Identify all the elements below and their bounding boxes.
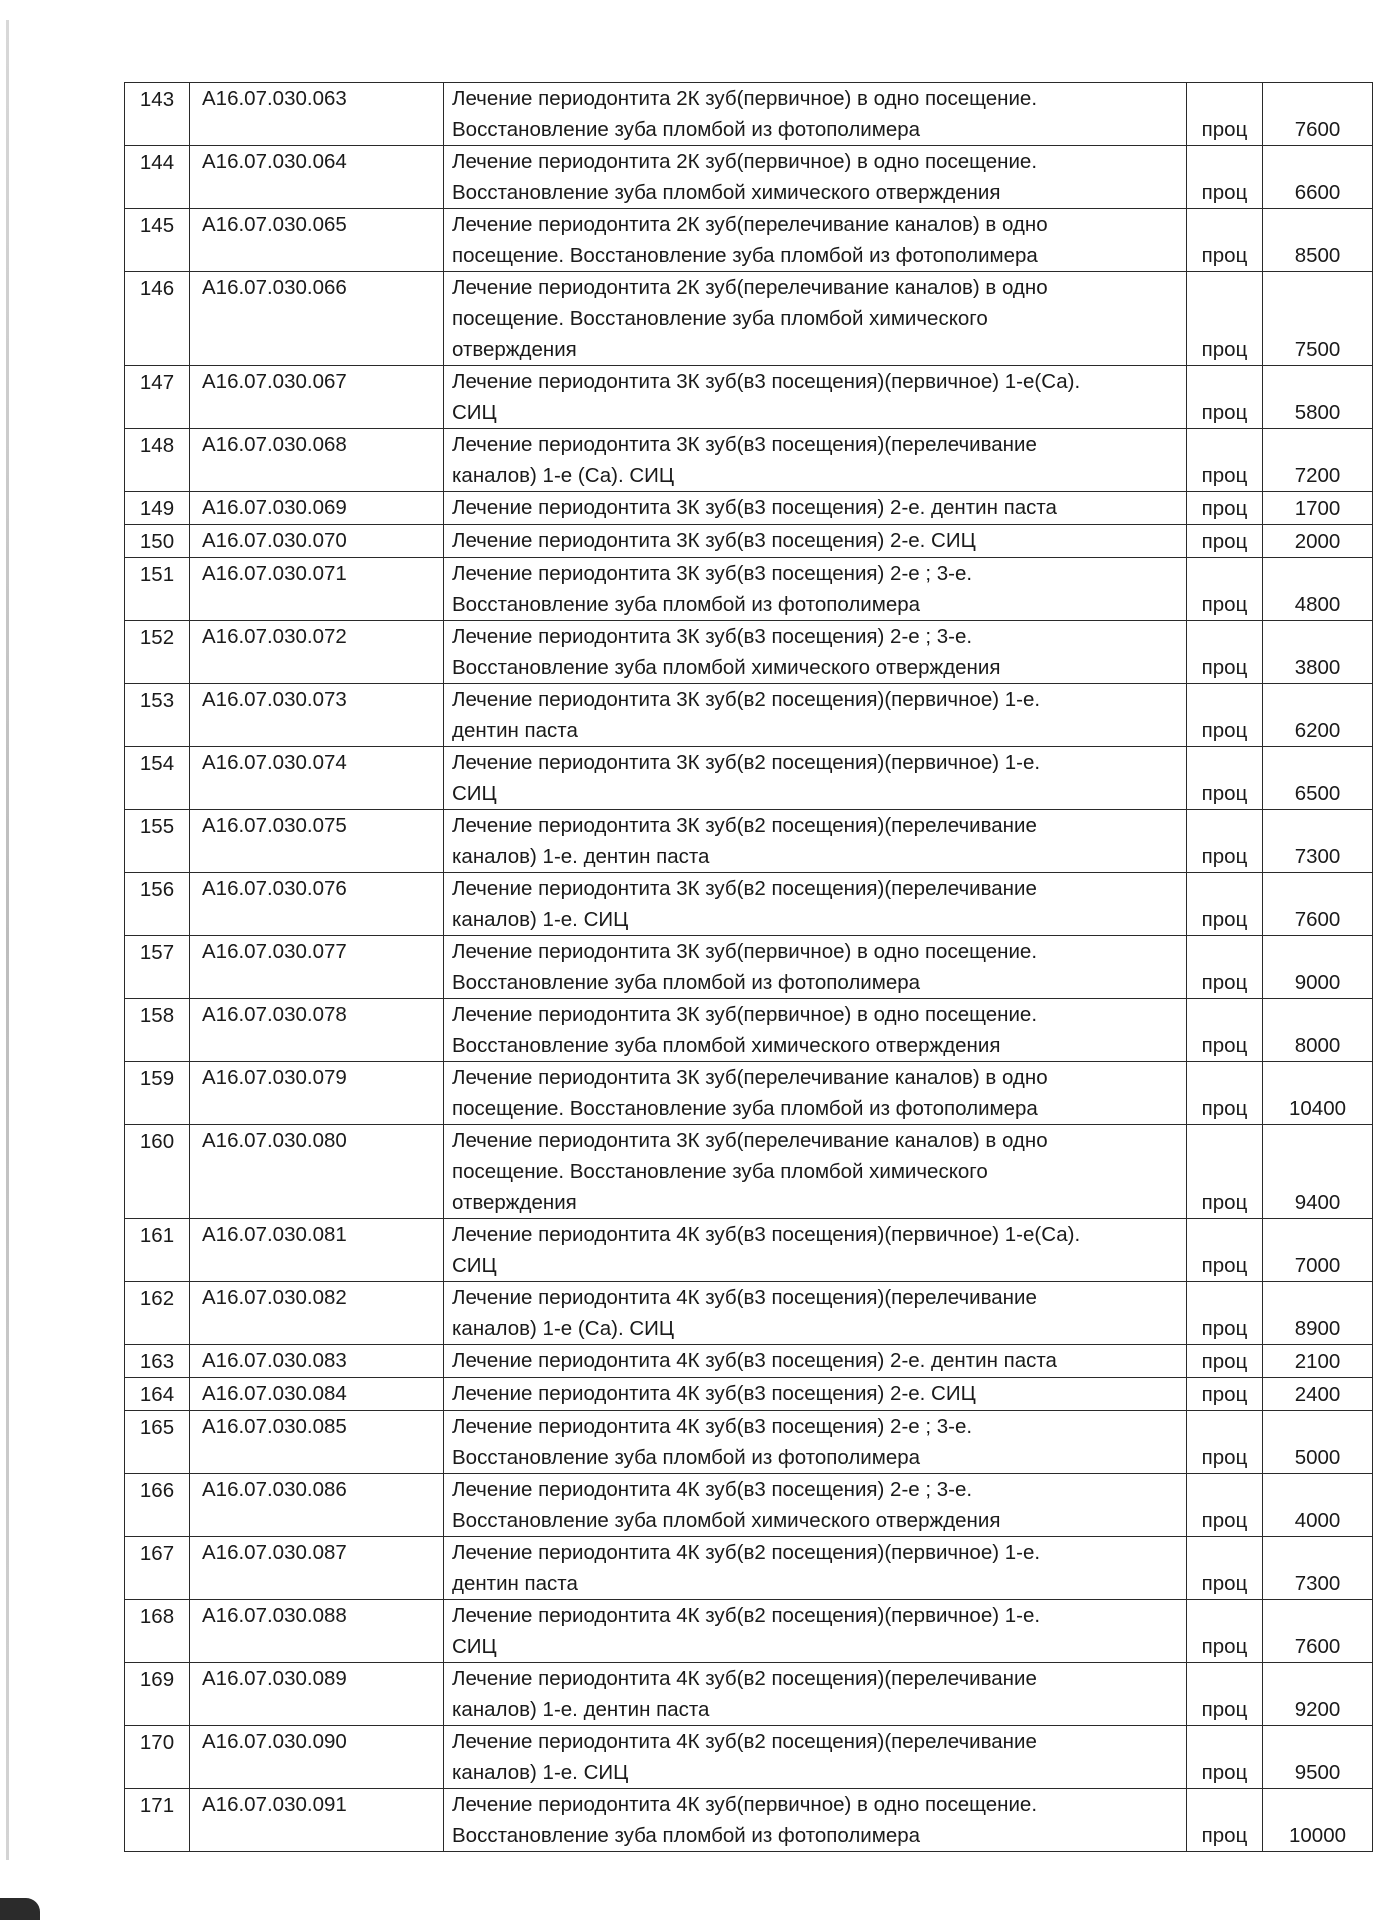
table-row: [125, 1125, 1373, 1219]
table-row: [125, 1345, 1373, 1378]
row-number: 154: [125, 747, 190, 810]
price: 6600: [1263, 146, 1373, 209]
row-number: 165: [125, 1411, 190, 1474]
price: 5000: [1263, 1411, 1373, 1474]
description-line: каналов) 1-е (Са). СИЦ: [452, 1317, 675, 1340]
row-number: 148: [125, 429, 190, 492]
description-line: Лечение периодонтита 4К зуб(в3 посещения) 2-е. дентин паста: [452, 1349, 1057, 1372]
description-line: Лечение периодонтита 4К зуб(в2 посещения)(первичное) 1-е.: [452, 1604, 1041, 1627]
row-number: 171: [125, 1789, 190, 1852]
description-line: посещение. Восстановление зуба пломбой из фотополимера: [452, 1097, 1038, 1120]
table-row: [125, 873, 1373, 936]
description-line: Лечение периодонтита 4К зуб(в3 посещения) 2-е. СИЦ: [452, 1382, 976, 1405]
row-number: 167: [125, 1537, 190, 1600]
table-row: [125, 684, 1373, 747]
description-line: каналов) 1-е. СИЦ: [452, 1761, 629, 1784]
unit: проц: [1187, 1789, 1263, 1852]
unit: проц: [1187, 999, 1263, 1062]
description-line: Восстановление зуба пломбой химического отверждения: [452, 1034, 1001, 1057]
price: 7500: [1263, 272, 1373, 366]
unit: проц: [1187, 621, 1263, 684]
price: 7600: [1263, 83, 1373, 146]
description-line: СИЦ: [452, 1635, 497, 1658]
table-row: [125, 1600, 1373, 1663]
description-line: отверждения: [452, 1191, 577, 1214]
table-row: [125, 936, 1373, 999]
table-row: [125, 272, 1373, 366]
row-number: 157: [125, 936, 190, 999]
price: 10000: [1263, 1789, 1373, 1852]
table-row: [125, 810, 1373, 873]
price: 6500: [1263, 747, 1373, 810]
description-line: Лечение периодонтита 3К зуб(в3 посещения) 2-е ; 3-е.: [452, 562, 973, 585]
unit: проц: [1187, 936, 1263, 999]
row-number: 150: [125, 525, 190, 558]
row-number: 149: [125, 492, 190, 525]
scan-page-edge: [6, 20, 9, 1860]
service-code: А16.07.030.081: [190, 1219, 444, 1282]
service-code: А16.07.030.078: [190, 999, 444, 1062]
price: 4000: [1263, 1474, 1373, 1537]
description-line: Восстановление зуба пломбой из фотополимера: [452, 1446, 921, 1469]
service-description: [444, 429, 1187, 492]
price: 7200: [1263, 429, 1373, 492]
description-line: Лечение периодонтита 3К зуб(в3 посещения)(перелечивание: [452, 433, 1037, 456]
service-description: [444, 1282, 1187, 1345]
scan-corner-mark: [0, 1898, 40, 1920]
service-description: [444, 1537, 1187, 1600]
table-row: [125, 146, 1373, 209]
price: 8900: [1263, 1282, 1373, 1345]
row-number: 144: [125, 146, 190, 209]
service-description: [444, 492, 1187, 525]
row-number: 160: [125, 1125, 190, 1219]
service-description: [444, 272, 1187, 366]
description-line: СИЦ: [452, 782, 497, 805]
unit: проц: [1187, 492, 1263, 525]
service-code: А16.07.030.068: [190, 429, 444, 492]
service-code: А16.07.030.076: [190, 873, 444, 936]
table-row: [125, 1789, 1373, 1852]
price: 7000: [1263, 1219, 1373, 1282]
price: 9500: [1263, 1726, 1373, 1789]
description-line: посещение. Восстановление зуба пломбой из фотополимера: [452, 244, 1038, 267]
price: 9400: [1263, 1125, 1373, 1219]
service-description: [444, 684, 1187, 747]
service-description: [444, 83, 1187, 146]
unit: проц: [1187, 1726, 1263, 1789]
table-row: [125, 999, 1373, 1062]
table-row: [125, 1282, 1373, 1345]
service-code: А16.07.030.083: [190, 1345, 444, 1378]
price: 7600: [1263, 1600, 1373, 1663]
row-number: 168: [125, 1600, 190, 1663]
unit: проц: [1187, 747, 1263, 810]
unit: проц: [1187, 209, 1263, 272]
row-number: 158: [125, 999, 190, 1062]
service-description: [444, 1125, 1187, 1219]
description-line: Восстановление зуба пломбой химического отверждения: [452, 181, 1001, 204]
service-description: [444, 209, 1187, 272]
service-description: [444, 366, 1187, 429]
unit: проц: [1187, 1345, 1263, 1378]
unit: проц: [1187, 1282, 1263, 1345]
service-code: А16.07.030.072: [190, 621, 444, 684]
row-number: 169: [125, 1663, 190, 1726]
service-code: А16.07.030.063: [190, 83, 444, 146]
description-line: Лечение периодонтита 4К зуб(в3 посещения)(первичное) 1-е(Са).: [452, 1223, 1081, 1246]
service-description: [444, 999, 1187, 1062]
description-line: Лечение периодонтита 3К зуб(первичное) в одно посещение.: [452, 940, 1038, 963]
table-row: [125, 558, 1373, 621]
description-line: Лечение периодонтита 3К зуб(первичное) в одно посещение.: [452, 1003, 1038, 1026]
description-line: Лечение периодонтита 3К зуб(в3 посещения) 2-е ; 3-е.: [452, 625, 973, 648]
unit: проц: [1187, 1378, 1263, 1411]
description-line: Лечение периодонтита 4К зуб(в2 посещения)(первичное) 1-е.: [452, 1541, 1041, 1564]
table-row: [125, 429, 1373, 492]
price: 6200: [1263, 684, 1373, 747]
description-line: каналов) 1-е. СИЦ: [452, 908, 629, 931]
service-description: [444, 1062, 1187, 1125]
description-line: Лечение периодонтита 4К зуб(первичное) в одно посещение.: [452, 1793, 1038, 1816]
description-line: Восстановление зуба пломбой химического отверждения: [452, 1509, 1001, 1532]
description-line: Лечение периодонтита 4К зуб(в3 посещения) 2-е ; 3-е.: [452, 1478, 973, 1501]
price: 10400: [1263, 1062, 1373, 1125]
price: 3800: [1263, 621, 1373, 684]
service-description: [444, 873, 1187, 936]
row-number: 143: [125, 83, 190, 146]
unit: проц: [1187, 810, 1263, 873]
row-number: 159: [125, 1062, 190, 1125]
description-line: посещение. Восстановление зуба пломбой химического: [452, 307, 988, 330]
service-code: А16.07.030.089: [190, 1663, 444, 1726]
description-line: дентин паста: [452, 1572, 578, 1595]
description-line: Лечение периодонтита 4К зуб(в3 посещения) 2-е ; 3-е.: [452, 1415, 973, 1438]
service-code: А16.07.030.085: [190, 1411, 444, 1474]
unit: проц: [1187, 1663, 1263, 1726]
table-row: [125, 83, 1373, 146]
unit: проц: [1187, 558, 1263, 621]
description-line: дентин паста: [452, 719, 578, 742]
description-line: СИЦ: [452, 401, 497, 424]
table-row: [125, 1062, 1373, 1125]
service-description: [444, 1219, 1187, 1282]
description-line: Лечение периодонтита 2К зуб(первичное) в одно посещение.: [452, 87, 1038, 110]
service-description: [444, 936, 1187, 999]
unit: проц: [1187, 1411, 1263, 1474]
description-line: Лечение периодонтита 4К зуб(в2 посещения)(перелечивание: [452, 1730, 1037, 1753]
price: 2400: [1263, 1378, 1373, 1411]
row-number: 155: [125, 810, 190, 873]
service-code: А16.07.030.067: [190, 366, 444, 429]
service-description: [444, 1600, 1187, 1663]
description-line: каналов) 1-е. дентин паста: [452, 1698, 710, 1721]
description-line: Лечение периодонтита 3К зуб(в3 посещения) 2-е. дентин паста: [452, 496, 1057, 519]
description-line: Лечение периодонтита 4К зуб(в2 посещения)(перелечивание: [452, 1667, 1037, 1690]
table-row: [125, 525, 1373, 558]
description-line: Лечение периодонтита 4К зуб(в3 посещения)(перелечивание: [452, 1286, 1037, 1309]
description-line: каналов) 1-е (Са). СИЦ: [452, 464, 675, 487]
description-line: Лечение периодонтита 3К зуб(в2 посещения)(перелечивание: [452, 814, 1037, 837]
row-number: 147: [125, 366, 190, 429]
description-line: Восстановление зуба пломбой из фотополимера: [452, 593, 921, 616]
row-number: 163: [125, 1345, 190, 1378]
price: 9000: [1263, 936, 1373, 999]
service-code: А16.07.030.079: [190, 1062, 444, 1125]
table-row: [125, 366, 1373, 429]
service-code: А16.07.030.086: [190, 1474, 444, 1537]
row-number: 164: [125, 1378, 190, 1411]
price: 1700: [1263, 492, 1373, 525]
row-number: 156: [125, 873, 190, 936]
service-description: [444, 1345, 1187, 1378]
service-code: А16.07.030.080: [190, 1125, 444, 1219]
service-code: А16.07.030.069: [190, 492, 444, 525]
service-code: А16.07.030.071: [190, 558, 444, 621]
description-line: посещение. Восстановление зуба пломбой химического: [452, 1160, 988, 1183]
service-code: А16.07.030.087: [190, 1537, 444, 1600]
price: 8000: [1263, 999, 1373, 1062]
description-line: Лечение периодонтита 3К зуб(перелечивание каналов) в одно: [452, 1066, 1048, 1089]
price: 2100: [1263, 1345, 1373, 1378]
description-line: Лечение периодонтита 2К зуб(перелечивание каналов) в одно: [452, 276, 1048, 299]
unit: проц: [1187, 1219, 1263, 1282]
description-line: Восстановление зуба пломбой из фотополимера: [452, 1824, 921, 1847]
price: 9200: [1263, 1663, 1373, 1726]
table-row: [125, 1726, 1373, 1789]
price: 7300: [1263, 1537, 1373, 1600]
price-list-body: [125, 83, 1373, 1852]
service-description: [444, 146, 1187, 209]
description-line: Лечение периодонтита 3К зуб(в2 посещения)(перелечивание: [452, 877, 1037, 900]
unit: проц: [1187, 1600, 1263, 1663]
price: 7600: [1263, 873, 1373, 936]
price: 7300: [1263, 810, 1373, 873]
description-line: Восстановление зуба пломбой из фотополимера: [452, 971, 921, 994]
description-line: Лечение периодонтита 3К зуб(в3 посещения) 2-е. СИЦ: [452, 529, 976, 552]
service-code: А16.07.030.082: [190, 1282, 444, 1345]
service-code: А16.07.030.084: [190, 1378, 444, 1411]
price: 4800: [1263, 558, 1373, 621]
service-code: А16.07.030.077: [190, 936, 444, 999]
unit: проц: [1187, 1125, 1263, 1219]
service-description: [444, 1726, 1187, 1789]
row-number: 153: [125, 684, 190, 747]
price: 5800: [1263, 366, 1373, 429]
table-row: [125, 492, 1373, 525]
service-code: А16.07.030.088: [190, 1600, 444, 1663]
service-code: А16.07.030.091: [190, 1789, 444, 1852]
description-line: Восстановление зуба пломбой из фотополимера: [452, 118, 921, 141]
row-number: 145: [125, 209, 190, 272]
service-description: [444, 558, 1187, 621]
service-description: [444, 621, 1187, 684]
description-line: Лечение периодонтита 3К зуб(в3 посещения)(первичное) 1-е(Са).: [452, 370, 1081, 393]
price-list-table: [124, 82, 1373, 1852]
row-number: 162: [125, 1282, 190, 1345]
service-code: А16.07.030.064: [190, 146, 444, 209]
service-code: А16.07.030.074: [190, 747, 444, 810]
row-number: 152: [125, 621, 190, 684]
description-line: Восстановление зуба пломбой химического отверждения: [452, 656, 1001, 679]
unit: проц: [1187, 684, 1263, 747]
table-row: [125, 621, 1373, 684]
table-row: [125, 1537, 1373, 1600]
unit: проц: [1187, 1537, 1263, 1600]
description-line: Лечение периодонтита 3К зуб(в2 посещения)(первичное) 1-е.: [452, 751, 1041, 774]
service-code: А16.07.030.075: [190, 810, 444, 873]
description-line: отверждения: [452, 338, 577, 361]
table-row: [125, 1411, 1373, 1474]
price: 2000: [1263, 525, 1373, 558]
table-row: [125, 1219, 1373, 1282]
service-description: [444, 1411, 1187, 1474]
unit: проц: [1187, 1062, 1263, 1125]
service-description: [444, 1789, 1187, 1852]
service-description: [444, 1474, 1187, 1537]
table-row: [125, 1474, 1373, 1537]
unit: проц: [1187, 272, 1263, 366]
unit: проц: [1187, 429, 1263, 492]
row-number: 166: [125, 1474, 190, 1537]
unit: проц: [1187, 146, 1263, 209]
service-description: [444, 1378, 1187, 1411]
row-number: 161: [125, 1219, 190, 1282]
service-code: А16.07.030.070: [190, 525, 444, 558]
price: 8500: [1263, 209, 1373, 272]
unit: проц: [1187, 83, 1263, 146]
table-row: [125, 1378, 1373, 1411]
service-description: [444, 525, 1187, 558]
description-line: каналов) 1-е. дентин паста: [452, 845, 710, 868]
description-line: Лечение периодонтита 2К зуб(первичное) в одно посещение.: [452, 150, 1038, 173]
service-code: А16.07.030.065: [190, 209, 444, 272]
description-line: Лечение периодонтита 2К зуб(перелечивание каналов) в одно: [452, 213, 1048, 236]
description-line: Лечение периодонтита 3К зуб(в2 посещения)(первичное) 1-е.: [452, 688, 1041, 711]
row-number: 146: [125, 272, 190, 366]
table-row: [125, 1663, 1373, 1726]
unit: проц: [1187, 873, 1263, 936]
row-number: 170: [125, 1726, 190, 1789]
unit: проц: [1187, 366, 1263, 429]
description-line: Лечение периодонтита 3К зуб(перелечивание каналов) в одно: [452, 1129, 1048, 1152]
description-line: СИЦ: [452, 1254, 497, 1277]
service-code: А16.07.030.066: [190, 272, 444, 366]
table-row: [125, 747, 1373, 810]
service-description: [444, 747, 1187, 810]
table-row: [125, 209, 1373, 272]
service-code: А16.07.030.090: [190, 1726, 444, 1789]
service-description: [444, 1663, 1187, 1726]
unit: проц: [1187, 525, 1263, 558]
service-description: [444, 810, 1187, 873]
unit: проц: [1187, 1474, 1263, 1537]
service-code: А16.07.030.073: [190, 684, 444, 747]
row-number: 151: [125, 558, 190, 621]
